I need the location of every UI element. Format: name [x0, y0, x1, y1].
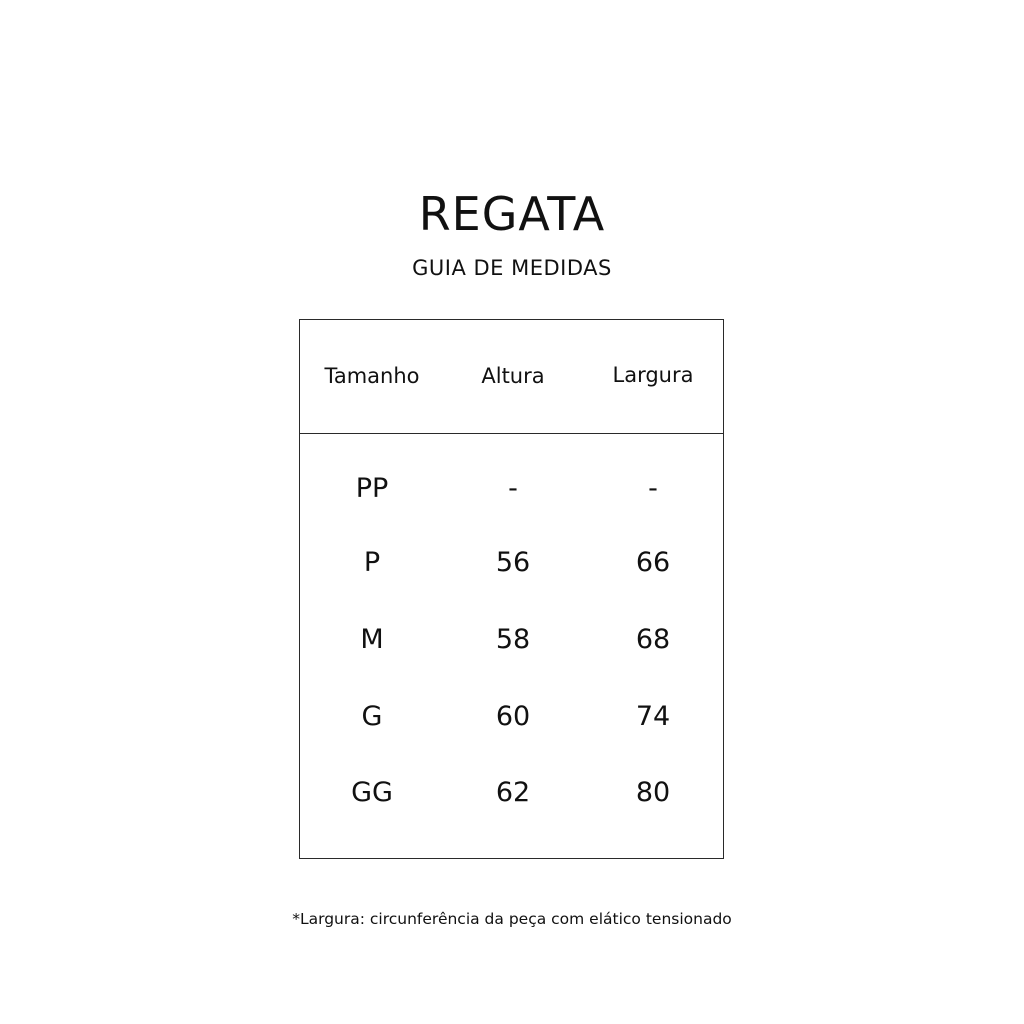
- row-size: GG: [351, 777, 393, 808]
- row-altura: -: [508, 473, 518, 504]
- row-largura: 68: [635, 624, 671, 655]
- row-altura: 62: [495, 777, 531, 808]
- size-table: [299, 319, 724, 859]
- row-altura: 56: [495, 547, 531, 578]
- row-altura: 60: [495, 701, 531, 732]
- header-altura: Altura: [481, 364, 545, 388]
- page-title: REGATA: [418, 187, 606, 241]
- row-largura: 80: [635, 777, 671, 808]
- row-largura: 74: [635, 701, 671, 732]
- table-header-row: [300, 320, 723, 434]
- header-largura: Largura: [612, 363, 694, 387]
- footnote: *Largura: circunferência da peça com elático tensionado: [292, 910, 732, 928]
- row-size: PP: [355, 473, 389, 504]
- page-subtitle: GUIA DE MEDIDAS: [412, 256, 612, 280]
- row-largura: 66: [635, 547, 671, 578]
- row-size: M: [360, 624, 384, 655]
- header-tamanho: Tamanho: [324, 364, 420, 388]
- row-largura: -: [648, 473, 658, 504]
- row-size: G: [361, 701, 383, 732]
- row-size: P: [363, 547, 381, 578]
- row-altura: 58: [495, 624, 531, 655]
